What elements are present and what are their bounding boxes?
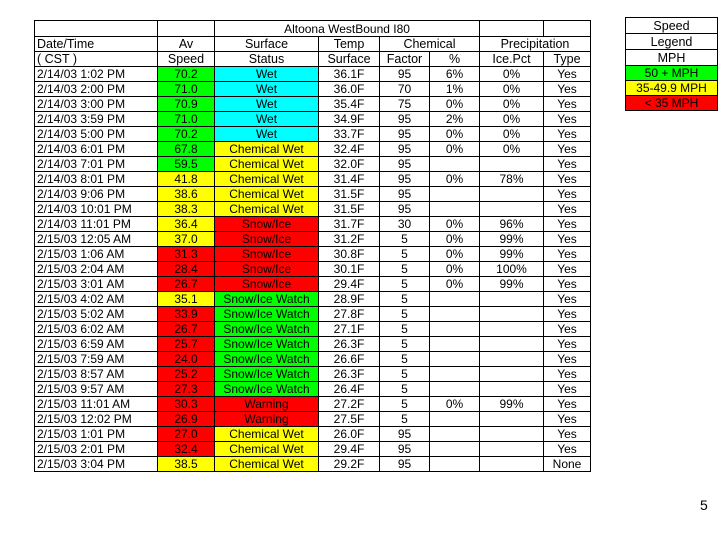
cell-date: 2/14/03 6:01 PM — [35, 142, 158, 157]
cell-type: Yes — [544, 382, 591, 397]
cell-pct — [430, 322, 480, 337]
table-row — [35, 67, 591, 82]
cell-type: Yes — [544, 67, 591, 82]
cell-icepct: 0% — [480, 97, 544, 112]
cell-type: Yes — [544, 97, 591, 112]
cell-temp: 30.8F — [319, 247, 380, 262]
table-row — [35, 337, 591, 352]
cell-date: 2/15/03 7:59 AM — [35, 352, 158, 367]
cell-speed: 41.8 — [158, 172, 215, 187]
cell-pct — [430, 157, 480, 172]
cell-factor: 95 — [380, 427, 430, 442]
cell-temp: 29.4F — [319, 277, 380, 292]
cell-temp: 31.7F — [319, 217, 380, 232]
cell-icepct — [480, 187, 544, 202]
table-row — [35, 97, 591, 112]
legend-item-red: < 35 MPH — [626, 96, 718, 111]
cell-speed: 70.9 — [158, 97, 215, 112]
cell-date: 2/15/03 2:04 AM — [35, 262, 158, 277]
cell-factor: 95 — [380, 172, 430, 187]
cell-status: Chemical Wet — [215, 142, 319, 157]
table-row — [35, 247, 591, 262]
cell-factor: 5 — [380, 247, 430, 262]
cell-speed: 38.3 — [158, 202, 215, 217]
cell-temp: 28.9F — [319, 292, 380, 307]
table-row — [35, 412, 591, 427]
cell-temp: 32.0F — [319, 157, 380, 172]
header-surface-temp: Surface — [319, 52, 380, 67]
cell-temp: 26.3F — [319, 337, 380, 352]
cell-temp: 31.5F — [319, 187, 380, 202]
cell-type: Yes — [544, 277, 591, 292]
cell-factor: 5 — [380, 322, 430, 337]
table-row — [35, 307, 591, 322]
cell-speed: 26.7 — [158, 277, 215, 292]
cell-speed: 26.9 — [158, 412, 215, 427]
table-row — [35, 352, 591, 367]
header-pct: % — [430, 52, 480, 67]
legend-item-green: 50 + MPH — [626, 66, 718, 81]
cell-type: Yes — [544, 127, 591, 142]
cell-date: 2/15/03 12:05 AM — [35, 232, 158, 247]
cell-factor: 5 — [380, 307, 430, 322]
cell-status: Snow/Ice Watch — [215, 292, 319, 307]
cell-type: Yes — [544, 397, 591, 412]
header-precipitation: Precipitation — [480, 37, 591, 52]
table-row — [35, 142, 591, 157]
cell-type: Yes — [544, 307, 591, 322]
cell-date: 2/14/03 5:00 PM — [35, 127, 158, 142]
table-row — [35, 292, 591, 307]
cell-status: Snow/Ice Watch — [215, 382, 319, 397]
cell-factor: 95 — [380, 202, 430, 217]
cell-pct: 0% — [430, 277, 480, 292]
cell-type: Yes — [544, 337, 591, 352]
cell-type: Yes — [544, 247, 591, 262]
cell-date: 2/15/03 2:01 PM — [35, 442, 158, 457]
cell-icepct: 0% — [480, 67, 544, 82]
cell-type: Yes — [544, 157, 591, 172]
cell-pct: 0% — [430, 232, 480, 247]
cell-status: Snow/Ice — [215, 247, 319, 262]
cell-date: 2/14/03 9:06 PM — [35, 187, 158, 202]
cell-speed: 38.6 — [158, 187, 215, 202]
cell-temp: 32.4F — [319, 142, 380, 157]
cell-icepct: 0% — [480, 112, 544, 127]
cell-type: Yes — [544, 322, 591, 337]
cell-icepct: 0% — [480, 142, 544, 157]
cell-date: 2/14/03 2:00 PM — [35, 82, 158, 97]
cell-temp: 29.4F — [319, 442, 380, 457]
cell-temp: 30.1F — [319, 262, 380, 277]
cell-temp: 34.9F — [319, 112, 380, 127]
cell-speed: 31.3 — [158, 247, 215, 262]
legend-item-yellow: 35-49.9 MPH — [626, 81, 718, 96]
cell-factor: 5 — [380, 232, 430, 247]
cell-status: Chemical Wet — [215, 202, 319, 217]
cell-icepct: 96% — [480, 217, 544, 232]
cell-pct — [430, 307, 480, 322]
cell-pct: 0% — [430, 247, 480, 262]
cell-pct: 0% — [430, 397, 480, 412]
cell-date: 2/15/03 4:02 AM — [35, 292, 158, 307]
cell-temp: 31.4F — [319, 172, 380, 187]
cell-pct — [430, 412, 480, 427]
table-row — [35, 202, 591, 217]
cell-factor: 5 — [380, 397, 430, 412]
cell-temp: 35.4F — [319, 97, 380, 112]
cell-factor: 75 — [380, 97, 430, 112]
cell-speed: 38.5 — [158, 457, 215, 472]
header-chemical: Chemical — [380, 37, 480, 52]
cell-type: Yes — [544, 412, 591, 427]
page-number: 5 — [700, 497, 708, 513]
cell-pct — [430, 352, 480, 367]
cell-icepct — [480, 352, 544, 367]
cell-date: 2/15/03 5:02 AM — [35, 307, 158, 322]
cell-factor: 30 — [380, 217, 430, 232]
cell-status: Wet — [215, 97, 319, 112]
cell-pct — [430, 337, 480, 352]
cell-icepct — [480, 157, 544, 172]
cell-factor: 95 — [380, 142, 430, 157]
cell-speed: 27.3 — [158, 382, 215, 397]
cell-pct: 0% — [430, 142, 480, 157]
table-row — [35, 187, 591, 202]
cell-temp: 26.4F — [319, 382, 380, 397]
cell-type: Yes — [544, 367, 591, 382]
cell-status: Chemical Wet — [215, 442, 319, 457]
cell-type: Yes — [544, 172, 591, 187]
cell-type: Yes — [544, 427, 591, 442]
header-icepct: Ice.Pct — [480, 52, 544, 67]
cell-type: Yes — [544, 262, 591, 277]
cell-date: 2/15/03 1:06 AM — [35, 247, 158, 262]
cell-icepct: 0% — [480, 82, 544, 97]
cell-factor: 5 — [380, 382, 430, 397]
cell-date: 2/15/03 6:02 AM — [35, 322, 158, 337]
table-row — [35, 382, 591, 397]
title-row — [35, 21, 591, 37]
cell-status: Wet — [215, 127, 319, 142]
cell-icepct — [480, 442, 544, 457]
cell-type: None — [544, 457, 591, 472]
cell-status: Chemical Wet — [215, 427, 319, 442]
cell-date: 2/14/03 11:01 PM — [35, 217, 158, 232]
cell-factor: 95 — [380, 187, 430, 202]
cell-speed: 27.0 — [158, 427, 215, 442]
cell-pct — [430, 442, 480, 457]
legend-subtitle: Legend — [626, 34, 718, 50]
cell-icepct — [480, 307, 544, 322]
cell-type: Yes — [544, 187, 591, 202]
cell-factor: 5 — [380, 337, 430, 352]
cell-status: Snow/Ice Watch — [215, 322, 319, 337]
cell-pct — [430, 457, 480, 472]
header-factor: Factor — [380, 52, 430, 67]
cell-temp: 27.1F — [319, 322, 380, 337]
header-temp: Temp — [319, 37, 380, 52]
cell-icepct: 78% — [480, 172, 544, 187]
cell-pct — [430, 187, 480, 202]
cell-speed: 30.3 — [158, 397, 215, 412]
cell-type: Yes — [544, 112, 591, 127]
cell-date: 2/15/03 1:01 PM — [35, 427, 158, 442]
cell-temp: 26.0F — [319, 427, 380, 442]
header-status: Status — [215, 52, 319, 67]
cell-pct — [430, 202, 480, 217]
cell-date: 2/15/03 3:04 PM — [35, 457, 158, 472]
cell-type: Yes — [544, 217, 591, 232]
road-conditions-table — [34, 20, 591, 472]
cell-temp: 31.5F — [319, 202, 380, 217]
cell-icepct — [480, 427, 544, 442]
cell-temp: 33.7F — [319, 127, 380, 142]
table-row — [35, 157, 591, 172]
cell-status: Chemical Wet — [215, 157, 319, 172]
cell-icepct: 0% — [480, 127, 544, 142]
cell-factor: 95 — [380, 67, 430, 82]
cell-speed: 28.4 — [158, 262, 215, 277]
table-row — [35, 457, 591, 472]
table-row — [35, 397, 591, 412]
cell-status: Chemical Wet — [215, 457, 319, 472]
cell-factor: 95 — [380, 112, 430, 127]
cell-date: 2/15/03 6:59 AM — [35, 337, 158, 352]
cell-speed: 70.2 — [158, 67, 215, 82]
cell-pct: 0% — [430, 172, 480, 187]
cell-pct: 0% — [430, 217, 480, 232]
cell-pct: 6% — [430, 67, 480, 82]
header-surface: Surface — [215, 37, 319, 52]
cell-pct: 0% — [430, 262, 480, 277]
cell-icepct: 99% — [480, 232, 544, 247]
cell-temp: 26.6F — [319, 352, 380, 367]
table-row — [35, 427, 591, 442]
cell-speed: 71.0 — [158, 112, 215, 127]
table-row — [35, 127, 591, 142]
table-row — [35, 262, 591, 277]
cell-speed: 35.1 — [158, 292, 215, 307]
table-row — [35, 322, 591, 337]
cell-date: 2/15/03 9:57 AM — [35, 382, 158, 397]
cell-temp: 31.2F — [319, 232, 380, 247]
cell-status: Snow/Ice Watch — [215, 337, 319, 352]
cell-status: Warning — [215, 412, 319, 427]
cell-date: 2/14/03 7:01 PM — [35, 157, 158, 172]
cell-type: Yes — [544, 352, 591, 367]
cell-pct — [430, 382, 480, 397]
cell-temp: 27.8F — [319, 307, 380, 322]
header-datetime: Date/Time — [35, 37, 158, 52]
cell-type: Yes — [544, 142, 591, 157]
cell-pct — [430, 292, 480, 307]
table-row — [35, 82, 591, 97]
cell-type: Yes — [544, 82, 591, 97]
cell-temp: 29.2F — [319, 457, 380, 472]
cell-date: 2/14/03 3:00 PM — [35, 97, 158, 112]
cell-factor: 5 — [380, 412, 430, 427]
cell-temp: 27.2F — [319, 397, 380, 412]
cell-temp: 26.3F — [319, 367, 380, 382]
cell-type: Yes — [544, 442, 591, 457]
cell-icepct: 100% — [480, 262, 544, 277]
table-row — [35, 277, 591, 292]
header-row-1 — [35, 37, 591, 52]
cell-factor: 5 — [380, 367, 430, 382]
cell-speed: 25.2 — [158, 367, 215, 382]
speed-legend — [625, 17, 718, 111]
table-row — [35, 367, 591, 382]
cell-date: 2/15/03 11:01 AM — [35, 397, 158, 412]
cell-date: 2/14/03 8:01 PM — [35, 172, 158, 187]
cell-icepct — [480, 202, 544, 217]
cell-speed: 37.0 — [158, 232, 215, 247]
cell-status: Snow/Ice Watch — [215, 352, 319, 367]
cell-status: Wet — [215, 67, 319, 82]
cell-status: Snow/Ice Watch — [215, 367, 319, 382]
cell-icepct: 99% — [480, 247, 544, 262]
legend-title: Speed — [626, 18, 718, 34]
header-speed: Speed — [158, 52, 215, 67]
cell-status: Wet — [215, 112, 319, 127]
cell-speed: 25.7 — [158, 337, 215, 352]
table-row — [35, 112, 591, 127]
cell-temp: 36.1F — [319, 67, 380, 82]
cell-pct — [430, 367, 480, 382]
table-title: Altoona WestBound I80 — [215, 21, 480, 37]
cell-factor: 95 — [380, 127, 430, 142]
cell-factor: 95 — [380, 457, 430, 472]
cell-factor: 70 — [380, 82, 430, 97]
header-cst: ( CST ) — [35, 52, 158, 67]
cell-icepct — [480, 457, 544, 472]
cell-type: Yes — [544, 292, 591, 307]
cell-status: Snow/Ice — [215, 262, 319, 277]
cell-icepct — [480, 382, 544, 397]
cell-factor: 95 — [380, 157, 430, 172]
cell-date: 2/14/03 1:02 PM — [35, 67, 158, 82]
cell-speed: 32.4 — [158, 442, 215, 457]
cell-date: 2/15/03 8:57 AM — [35, 367, 158, 382]
cell-icepct — [480, 322, 544, 337]
cell-speed: 36.4 — [158, 217, 215, 232]
cell-icepct — [480, 292, 544, 307]
cell-icepct: 99% — [480, 277, 544, 292]
cell-speed: 67.8 — [158, 142, 215, 157]
cell-type: Yes — [544, 232, 591, 247]
cell-date: 2/15/03 3:01 AM — [35, 277, 158, 292]
cell-pct: 0% — [430, 127, 480, 142]
cell-factor: 5 — [380, 262, 430, 277]
cell-status: Snow/Ice — [215, 277, 319, 292]
cell-status: Snow/Ice Watch — [215, 307, 319, 322]
header-av: Av — [158, 37, 215, 52]
cell-speed: 24.0 — [158, 352, 215, 367]
cell-pct — [430, 427, 480, 442]
cell-factor: 95 — [380, 442, 430, 457]
cell-icepct: 99% — [480, 397, 544, 412]
cell-pct: 2% — [430, 112, 480, 127]
cell-date: 2/14/03 3:59 PM — [35, 112, 158, 127]
table-row — [35, 172, 591, 187]
cell-speed: 33.9 — [158, 307, 215, 322]
cell-type: Yes — [544, 202, 591, 217]
header-type: Type — [544, 52, 591, 67]
table-row — [35, 232, 591, 247]
cell-date: 2/14/03 10:01 PM — [35, 202, 158, 217]
cell-icepct — [480, 412, 544, 427]
cell-status: Wet — [215, 82, 319, 97]
header-row-2 — [35, 52, 591, 67]
cell-factor: 5 — [380, 292, 430, 307]
cell-status: Snow/Ice — [215, 217, 319, 232]
cell-temp: 27.5F — [319, 412, 380, 427]
cell-status: Chemical Wet — [215, 187, 319, 202]
cell-speed: 70.2 — [158, 127, 215, 142]
cell-icepct — [480, 337, 544, 352]
cell-pct: 1% — [430, 82, 480, 97]
cell-speed: 71.0 — [158, 82, 215, 97]
cell-date: 2/15/03 12:02 PM — [35, 412, 158, 427]
cell-status: Snow/Ice — [215, 232, 319, 247]
table-row — [35, 217, 591, 232]
cell-status: Warning — [215, 397, 319, 412]
cell-icepct — [480, 367, 544, 382]
cell-speed: 59.5 — [158, 157, 215, 172]
cell-pct: 0% — [430, 97, 480, 112]
cell-speed: 26.7 — [158, 322, 215, 337]
cell-factor: 5 — [380, 352, 430, 367]
legend-unit: MPH — [626, 50, 718, 66]
cell-status: Chemical Wet — [215, 172, 319, 187]
cell-factor: 5 — [380, 277, 430, 292]
cell-temp: 36.0F — [319, 82, 380, 97]
table-row — [35, 442, 591, 457]
